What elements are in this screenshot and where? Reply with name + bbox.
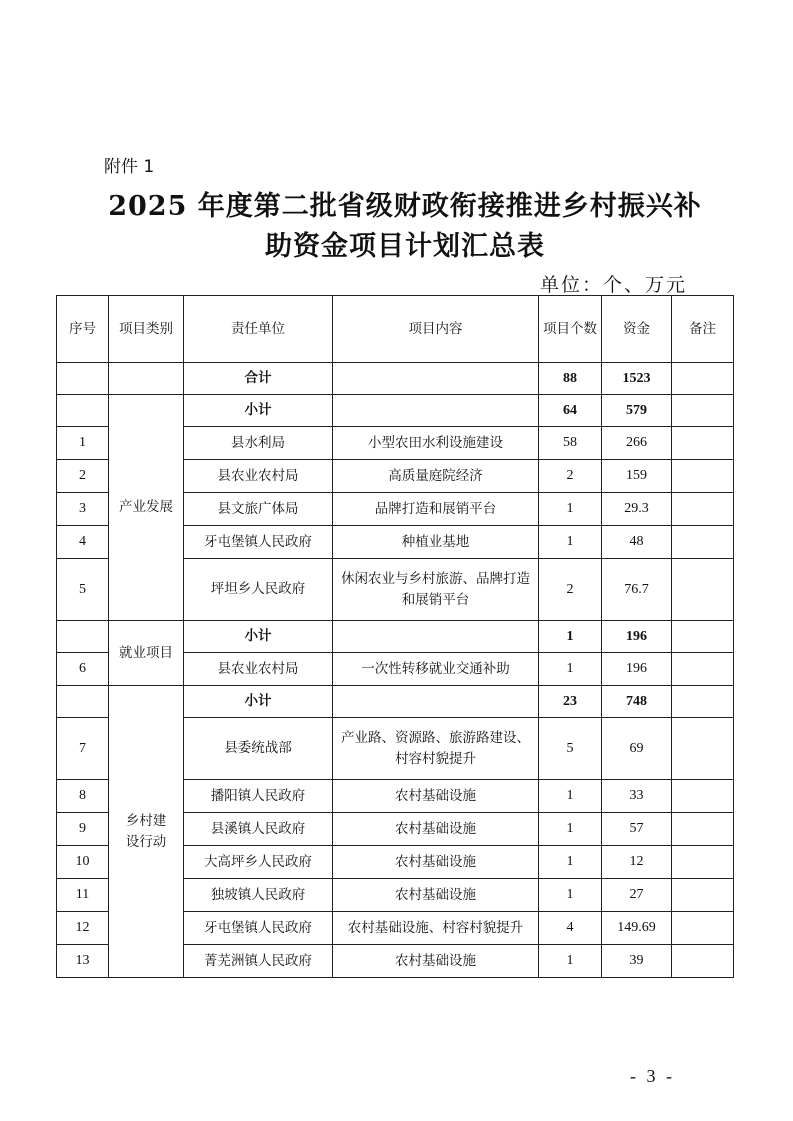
row-remark	[672, 846, 734, 879]
category-cell: 产业发展	[109, 395, 184, 621]
row-content: 一次性转移就业交通补助	[333, 653, 539, 686]
header-fund: 资金	[602, 296, 672, 363]
row-seq: 7	[57, 718, 109, 780]
row-seq: 1	[57, 427, 109, 460]
row-count: 1	[539, 813, 602, 846]
row-content: 农村基础设施	[333, 813, 539, 846]
subtotal-seq-cell	[57, 395, 109, 427]
subtotal-remark-cell	[672, 686, 734, 718]
subtotal-seq-cell	[57, 621, 109, 653]
row-unit: 县委统战部	[184, 718, 333, 780]
row-content: 农村基础设施、村容村貌提升	[333, 912, 539, 945]
row-fund: 27	[602, 879, 672, 912]
subtotal-fund: 196	[602, 621, 672, 653]
subtotal-remark-cell	[672, 395, 734, 427]
row-seq: 2	[57, 460, 109, 493]
row-fund: 12	[602, 846, 672, 879]
row-seq: 9	[57, 813, 109, 846]
row-remark	[672, 912, 734, 945]
row-unit: 县农业农村局	[184, 460, 333, 493]
subtotal-row	[57, 621, 734, 653]
row-unit: 县农业农村局	[184, 653, 333, 686]
subtotal-label: 小计	[184, 621, 333, 653]
row-unit: 菁芜洲镇人民政府	[184, 945, 333, 978]
row-fund: 29.3	[602, 493, 672, 526]
header-content: 项目内容	[333, 296, 539, 363]
row-fund: 266	[602, 427, 672, 460]
row-fund: 57	[602, 813, 672, 846]
row-seq: 5	[57, 559, 109, 621]
row-count: 1	[539, 653, 602, 686]
row-seq: 8	[57, 780, 109, 813]
row-content: 种植业基地	[333, 526, 539, 559]
row-count: 58	[539, 427, 602, 460]
row-seq: 10	[57, 846, 109, 879]
total-count: 88	[539, 363, 602, 395]
row-content: 农村基础设施	[333, 879, 539, 912]
row-fund: 48	[602, 526, 672, 559]
total-row	[57, 363, 734, 395]
row-count: 5	[539, 718, 602, 780]
row-remark	[672, 526, 734, 559]
subtotal-remark-cell	[672, 621, 734, 653]
subtotal-content-cell	[333, 395, 539, 427]
row-content: 高质量庭院经济	[333, 460, 539, 493]
row-remark	[672, 945, 734, 978]
total-seq-cell	[57, 363, 109, 395]
subtotal-row	[57, 686, 734, 718]
subtotal-label: 小计	[184, 686, 333, 718]
row-fund: 33	[602, 780, 672, 813]
row-count: 1	[539, 945, 602, 978]
row-unit: 牙屯堡镇人民政府	[184, 912, 333, 945]
row-fund: 39	[602, 945, 672, 978]
subtotal-seq-cell	[57, 686, 109, 718]
row-unit: 播阳镇人民政府	[184, 780, 333, 813]
subtotal-fund: 748	[602, 686, 672, 718]
row-remark	[672, 653, 734, 686]
subtotal-count: 23	[539, 686, 602, 718]
row-content: 品牌打造和展销平台	[333, 493, 539, 526]
subtotal-count: 64	[539, 395, 602, 427]
row-remark	[672, 879, 734, 912]
total-remark-cell	[672, 363, 734, 395]
row-seq: 13	[57, 945, 109, 978]
category-cell: 就业项目	[109, 621, 184, 686]
attachment-label: 附件 1	[104, 157, 155, 177]
header-count: 项目个数	[539, 296, 602, 363]
row-seq: 4	[57, 526, 109, 559]
row-unit: 县溪镇人民政府	[184, 813, 333, 846]
row-count: 1	[539, 780, 602, 813]
header-seq: 序号	[57, 296, 109, 363]
row-unit: 坪坦乡人民政府	[184, 559, 333, 621]
row-count: 1	[539, 846, 602, 879]
row-content: 农村基础设施	[333, 780, 539, 813]
row-remark	[672, 780, 734, 813]
subtotal-row	[57, 395, 734, 427]
row-content: 小型农田水利设施建设	[333, 427, 539, 460]
header-category: 项目类别	[109, 296, 184, 363]
row-seq: 3	[57, 493, 109, 526]
row-fund: 76.7	[602, 559, 672, 621]
row-fund: 69	[602, 718, 672, 780]
row-content: 农村基础设施	[333, 846, 539, 879]
row-seq: 6	[57, 653, 109, 686]
row-remark	[672, 460, 734, 493]
row-content: 休闲农业与乡村旅游、品牌打造和展销平台	[333, 559, 539, 621]
row-remark	[672, 493, 734, 526]
total-fund: 1523	[602, 363, 672, 395]
row-count: 2	[539, 460, 602, 493]
row-remark	[672, 559, 734, 621]
row-count: 4	[539, 912, 602, 945]
row-count: 2	[539, 559, 602, 621]
header-unit: 责任单位	[184, 296, 333, 363]
row-remark	[672, 427, 734, 460]
row-unit: 独坡镇人民政府	[184, 879, 333, 912]
table-header-row	[57, 296, 734, 363]
subtotal-content-cell	[333, 686, 539, 718]
header-remark: 备注	[672, 296, 734, 363]
row-fund: 159	[602, 460, 672, 493]
category-cell: 乡村建设行动	[109, 686, 184, 978]
subtotal-content-cell	[333, 621, 539, 653]
subtotal-count: 1	[539, 621, 602, 653]
row-unit: 县水利局	[184, 427, 333, 460]
page-number: - 3 -	[630, 1066, 675, 1086]
document-title-line2: 助资金项目计划汇总表	[265, 231, 545, 262]
row-unit: 大高坪乡人民政府	[184, 846, 333, 879]
subtotal-fund: 579	[602, 395, 672, 427]
document-title-line1: 2025 年度第二批省级财政衔接推进乡村振兴补	[108, 191, 702, 222]
row-seq: 11	[57, 879, 109, 912]
project-summary-table	[56, 295, 734, 978]
row-count: 1	[539, 879, 602, 912]
total-category-cell	[109, 363, 184, 395]
row-fund: 149.69	[602, 912, 672, 945]
total-label: 合计	[184, 363, 333, 395]
subtotal-label: 小计	[184, 395, 333, 427]
total-content-cell	[333, 363, 539, 395]
row-fund: 196	[602, 653, 672, 686]
row-count: 1	[539, 526, 602, 559]
row-unit: 县文旅广体局	[184, 493, 333, 526]
row-content: 农村基础设施	[333, 945, 539, 978]
row-count: 1	[539, 493, 602, 526]
row-content: 产业路、资源路、旅游路建设、村容村貌提升	[333, 718, 539, 780]
unit-note: 单位：个、万元	[540, 274, 688, 296]
row-seq: 12	[57, 912, 109, 945]
row-unit: 牙屯堡镇人民政府	[184, 526, 333, 559]
row-remark	[672, 813, 734, 846]
row-remark	[672, 718, 734, 780]
